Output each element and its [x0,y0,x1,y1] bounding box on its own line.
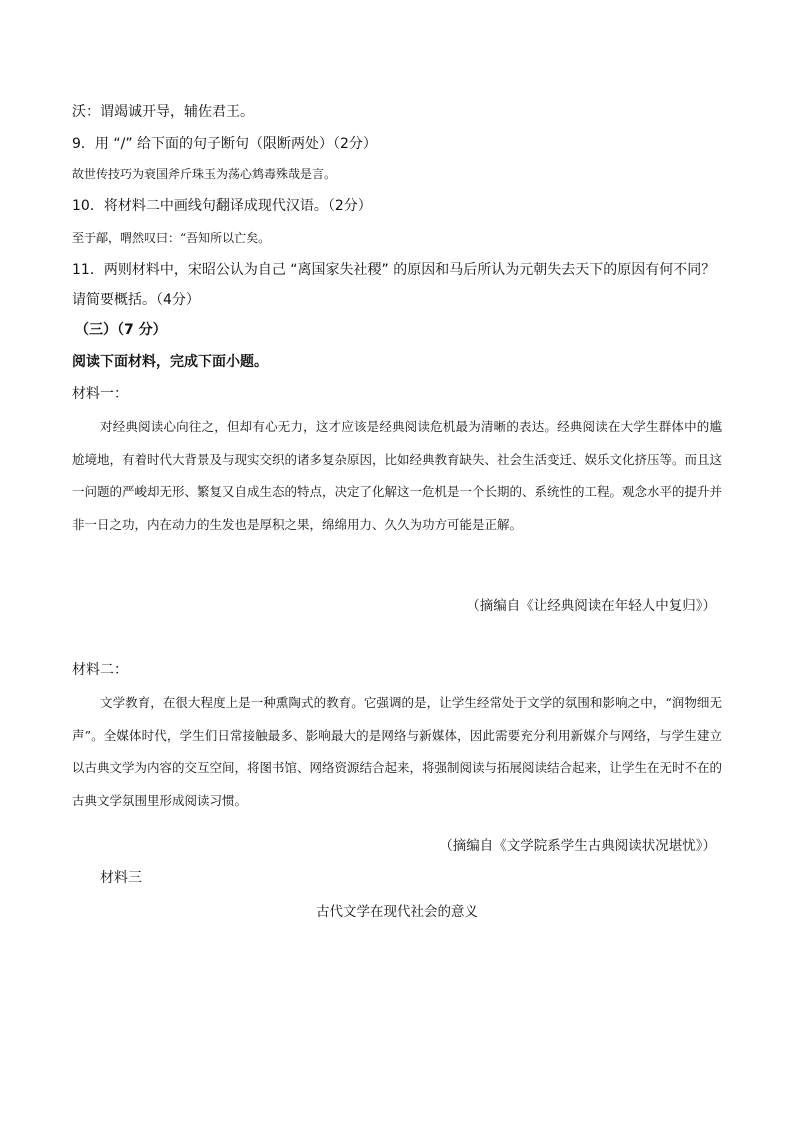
material2-text: 文学教育，在很大程度上是一种熏陶式的教育。它强调的是，让学生经常处于文学的氛围和影响之中，“润物细无声”。全媒体时代，学生们日常接触最多、影响最大的是网络与新媒体，因此需要充分利用新媒介与网络，与学生建立以古典文学为内容的交互空间，将图书馆、网络资源结合起来，将强制阅读与拓展阅读结合起来，让学生在无时不在的古典文学氛围里形成阅读习惯。 [72,695,723,808]
material2-label: 材料二： [72,662,128,678]
question-10: 10．将材料二中画线句翻译成现代汉语。（2分） [72,198,372,214]
material3-label: 材料三 [100,870,142,886]
material1-text: 对经典阅读心向往之，但却有心无力，这才应该是经典阅读危机最为清晰的表达。经典阅读在大学生群体中的尴尬境地，有着时代大背景及与现实交织的诸多复杂原因，比如经典教育缺失、社会生活变迁、娱乐文化挤压等。而且这一问题的严峻却无形、繁复又自成生态的特点，决定了化解这一危机是一个长期的、系统性的工程。观念水平的提升并非一日之功，内在动力的生发也是厚积之果，绵绵用力、久久为功方可能是正解。 [72,419,723,532]
question-11-line2: 请简要概括。（4分） [72,292,200,308]
question-10-text: 至于鄗，喟然叹曰：“吾知所以亡矣。 [72,231,271,245]
material1-label: 材料一： [72,386,128,402]
question-9: 9．用 “/” 给下面的句子断句（限断两处）（2分） [72,136,377,152]
question-9-text: 故世传技巧为衰国斧斤珠玉为荡心鸩毒殊哉是言。 [72,167,337,181]
material1-source: （摘编自《让经典阅读在年轻人中复归》） [466,598,716,614]
section-heading: （三）（7 分） [75,322,167,338]
question-11-line1: 11．两则材料中，宋昭公认为自己 “离国家失社稷” 的原因和马后所认为元朝失去天下的原因有何不同？ [72,262,716,278]
material1-body [72,411,722,541]
instruction: 阅读下面材料，完成下面小题。 [72,354,268,370]
material3-title: 古代文学在现代社会的意义 [316,904,478,920]
material2-source: （摘编自《文学院系学生古典阅读状况堪忧》） [439,838,716,854]
material2-body [72,687,722,817]
annotation-line: 沃：谓竭诚开导，辅佐君王。 [72,104,254,120]
